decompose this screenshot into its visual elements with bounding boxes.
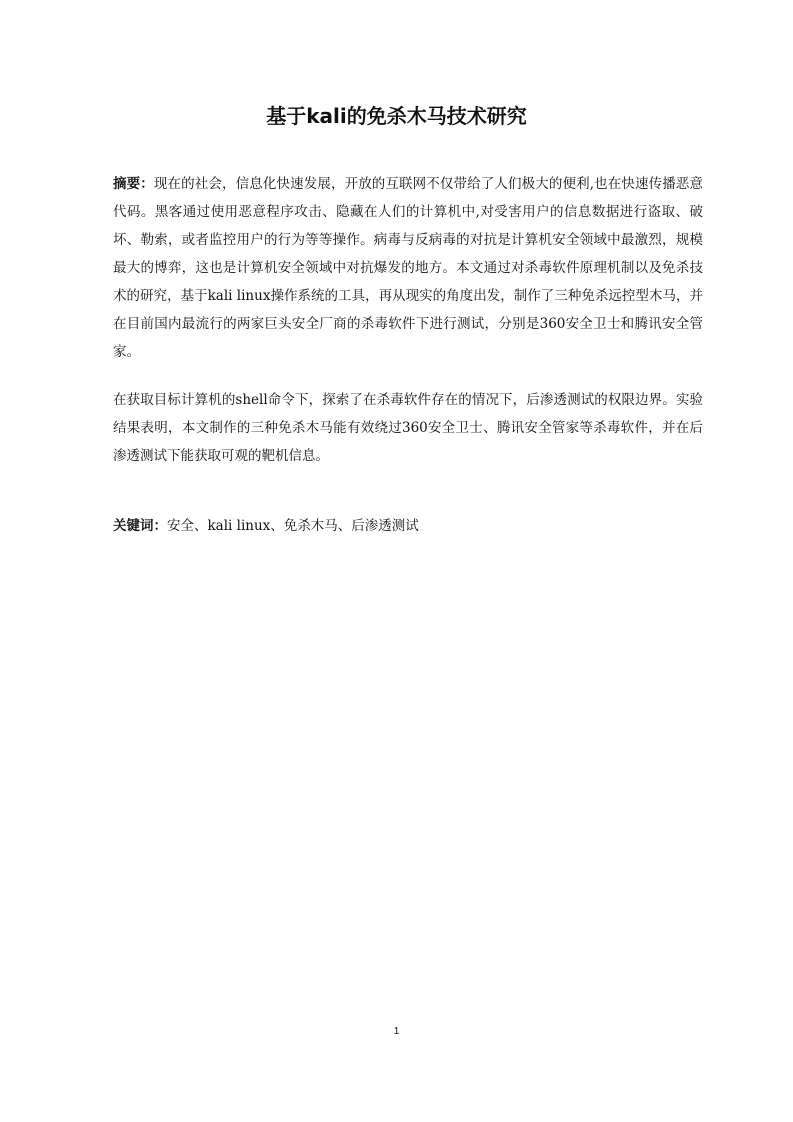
abstract-text-1: 现在的社会，信息化快速发展，开放的互联网不仅带给了人们极大的便利,也在快速传播恶意代码。黑客通过使用恶意程序攻击、隐藏在人们的计算机中,对受害用户的信息数据进行盗取、破坏、勒索，或者监控用户的行为等等操作。病毒与反病毒的对抗是计算机安全领域中最激烈，规模最大的博弈，这也是计算机安全领域中对抗爆发的地方。本文通过对杀毒软件原理机制以及免杀技术的研究，基于kali linux操作系统的工具，再从现实的角度出发，制作了三种免杀远控型木马，并在目前国内最流行的两家巨头安全厂商的杀毒软件下进行测试，分别是360安全卫士和腾讯安全管家。: [113, 176, 704, 360]
abstract-label: 摘要：: [113, 176, 154, 192]
abstract-paragraph-2: [113, 386, 703, 470]
abstract-paragraph-1: [113, 170, 703, 366]
keywords-text: 安全、kali linux、免杀木马、后渗透测试: [167, 518, 419, 534]
page-number: 1: [393, 1026, 400, 1037]
document-title: 基于kali的免杀木马技术研究: [266, 104, 527, 128]
abstract-text-2: 在获取目标计算机的shell命令下，探索了在杀毒软件存在的情况下，后渗透测试的权限边界。实验结果表明，本文制作的三种免杀木马能有效绕过360安全卫士、腾讯安全管家等杀毒软件，并在后渗透测试下能获取可观的靶机信息。: [113, 392, 703, 464]
keywords-label: 关键词：: [113, 518, 167, 534]
keywords-line: [113, 512, 703, 540]
